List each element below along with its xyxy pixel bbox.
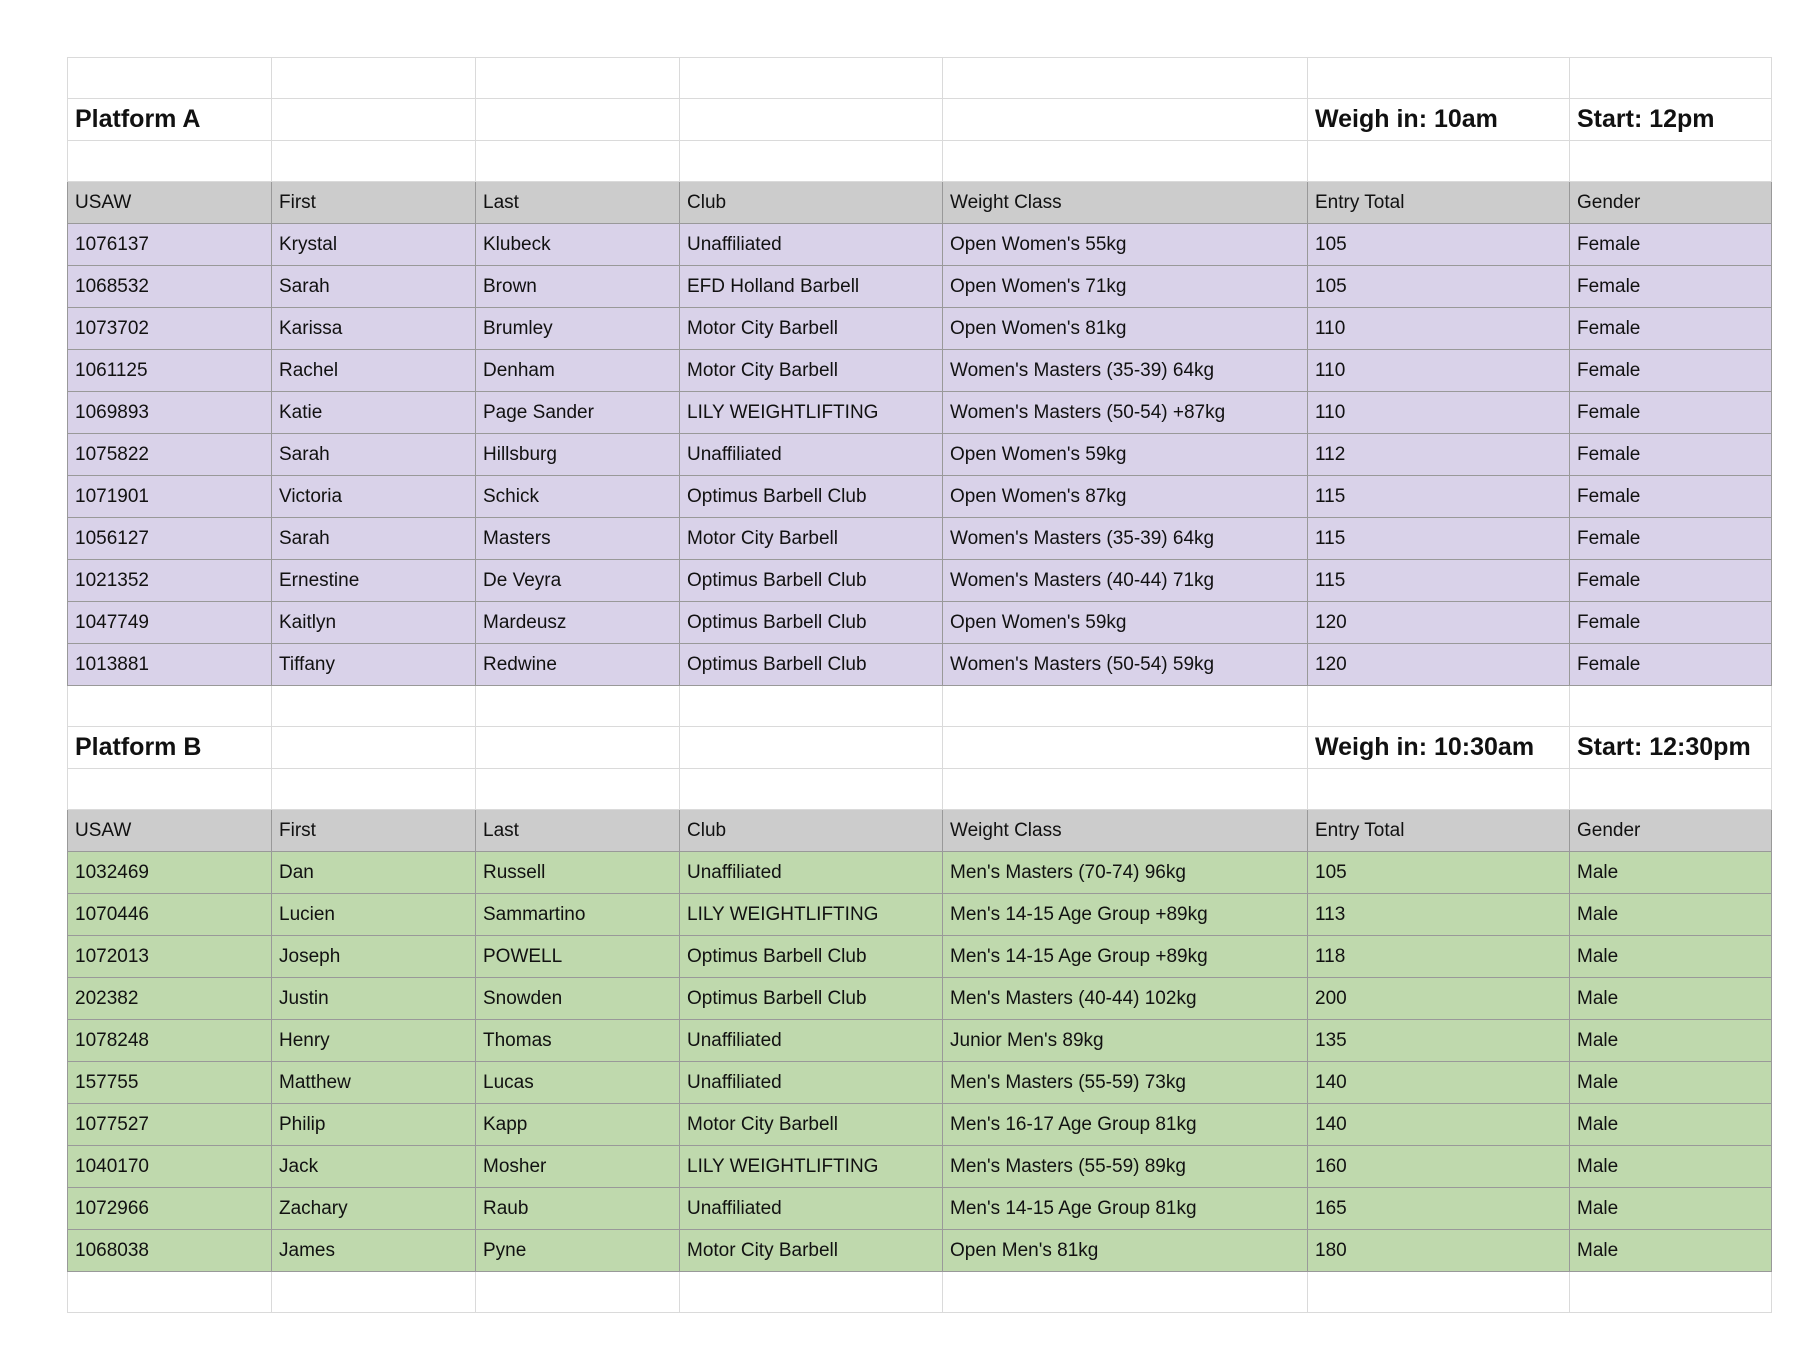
table-cell[interactable]: Female: [1570, 266, 1772, 308]
table-cell[interactable]: 110: [1308, 350, 1570, 392]
table-cell[interactable]: Thomas: [476, 1020, 680, 1062]
table-cell[interactable]: 160: [1308, 1146, 1570, 1188]
table-row: [68, 936, 1772, 978]
table-cell[interactable]: 1056127: [68, 518, 272, 560]
table-cell[interactable]: Optimus Barbell Club: [680, 560, 943, 602]
table-cell[interactable]: Men's Masters (55-59) 73kg: [943, 1062, 1308, 1104]
table-row: [68, 266, 1772, 308]
table-row: [68, 518, 1772, 560]
column-header[interactable]: Entry Total: [1308, 810, 1570, 852]
table-cell[interactable]: Open Women's 87kg: [943, 476, 1308, 518]
platform-b-start-time[interactable]: Start: 12:30pm: [1570, 727, 1772, 769]
table-cell[interactable]: 1047749: [68, 602, 272, 644]
empty-cell[interactable]: [680, 141, 943, 182]
table-cell[interactable]: 1078248: [68, 1020, 272, 1062]
table-cell[interactable]: 1032469: [68, 852, 272, 894]
platform-b-title[interactable]: Platform B: [68, 727, 272, 769]
empty-cell[interactable]: [1570, 686, 1772, 727]
table-cell[interactable]: Junior Men's 89kg: [943, 1020, 1308, 1062]
table-cell[interactable]: Sarah: [272, 434, 476, 476]
table-cell[interactable]: Women's Masters (50-54) +87kg: [943, 392, 1308, 434]
table-cell[interactable]: 115: [1308, 476, 1570, 518]
table-cell[interactable]: EFD Holland Barbell: [680, 266, 943, 308]
table-cell[interactable]: Mardeusz: [476, 602, 680, 644]
table-row: [68, 978, 1772, 1020]
table-cell[interactable]: Male: [1570, 894, 1772, 936]
table-cell[interactable]: Snowden: [476, 978, 680, 1020]
empty-cell[interactable]: [476, 727, 680, 769]
table-cell[interactable]: Female: [1570, 518, 1772, 560]
table-cell[interactable]: Open Women's 81kg: [943, 308, 1308, 350]
table-cell[interactable]: Open Men's 81kg: [943, 1230, 1308, 1272]
table-cell[interactable]: Women's Masters (35-39) 64kg: [943, 350, 1308, 392]
column-header[interactable]: Club: [680, 810, 943, 852]
table-cell[interactable]: Katie: [272, 392, 476, 434]
spreadsheet-grid: [67, 57, 1772, 1313]
empty-cell[interactable]: [943, 99, 1308, 141]
table-cell[interactable]: Female: [1570, 224, 1772, 266]
table-cell[interactable]: Zachary: [272, 1188, 476, 1230]
table-cell[interactable]: 1069893: [68, 392, 272, 434]
table-cell[interactable]: Matthew: [272, 1062, 476, 1104]
table-cell[interactable]: 120: [1308, 644, 1570, 686]
platform-a-title[interactable]: Platform A: [68, 99, 272, 141]
table-cell[interactable]: Male: [1570, 1062, 1772, 1104]
table-cell[interactable]: Female: [1570, 392, 1772, 434]
table-cell[interactable]: Motor City Barbell: [680, 308, 943, 350]
table-cell[interactable]: Optimus Barbell Club: [680, 602, 943, 644]
table-cell[interactable]: De Veyra: [476, 560, 680, 602]
table-cell[interactable]: 1040170: [68, 1146, 272, 1188]
empty-cell[interactable]: [680, 1272, 943, 1313]
table-cell[interactable]: Rachel: [272, 350, 476, 392]
table-row: [68, 1188, 1772, 1230]
column-header[interactable]: Last: [476, 182, 680, 224]
table-cell[interactable]: Men's Masters (70-74) 96kg: [943, 852, 1308, 894]
sheet-body: [68, 58, 1772, 1313]
table-cell[interactable]: Men's Masters (40-44) 102kg: [943, 978, 1308, 1020]
empty-cell[interactable]: [680, 686, 943, 727]
table-row: [68, 350, 1772, 392]
table-cell[interactable]: POWELL: [476, 936, 680, 978]
spacer-row: [68, 1272, 1772, 1313]
table-row: [68, 1146, 1772, 1188]
table-cell[interactable]: Motor City Barbell: [680, 518, 943, 560]
table-cell[interactable]: Schick: [476, 476, 680, 518]
table-cell[interactable]: Male: [1570, 978, 1772, 1020]
empty-cell[interactable]: [272, 58, 476, 99]
empty-cell[interactable]: [272, 727, 476, 769]
table-cell[interactable]: 1068038: [68, 1230, 272, 1272]
table-cell[interactable]: 110: [1308, 308, 1570, 350]
table-row: [68, 1230, 1772, 1272]
empty-cell[interactable]: [68, 686, 272, 727]
column-header[interactable]: Weight Class: [943, 182, 1308, 224]
empty-cell[interactable]: [1308, 1272, 1570, 1313]
empty-cell[interactable]: [1570, 58, 1772, 99]
table-cell[interactable]: Female: [1570, 434, 1772, 476]
table-cell[interactable]: Male: [1570, 1104, 1772, 1146]
empty-cell[interactable]: [476, 58, 680, 99]
table-cell[interactable]: 140: [1308, 1104, 1570, 1146]
table-cell[interactable]: Karissa: [272, 308, 476, 350]
empty-cell[interactable]: [680, 727, 943, 769]
table-cell[interactable]: Unaffiliated: [680, 434, 943, 476]
table-cell[interactable]: Unaffiliated: [680, 224, 943, 266]
table-cell[interactable]: 110: [1308, 392, 1570, 434]
table-cell[interactable]: Optimus Barbell Club: [680, 644, 943, 686]
empty-cell[interactable]: [680, 769, 943, 810]
table-cell[interactable]: Motor City Barbell: [680, 1230, 943, 1272]
empty-cell[interactable]: [68, 141, 272, 182]
empty-cell[interactable]: [1308, 769, 1570, 810]
column-header[interactable]: Gender: [1570, 182, 1772, 224]
table-cell[interactable]: Female: [1570, 602, 1772, 644]
table-cell[interactable]: 1061125: [68, 350, 272, 392]
table-cell[interactable]: Women's Masters (35-39) 64kg: [943, 518, 1308, 560]
table-cell[interactable]: Philip: [272, 1104, 476, 1146]
table-cell[interactable]: 1073702: [68, 308, 272, 350]
empty-cell[interactable]: [1570, 141, 1772, 182]
empty-cell[interactable]: [1308, 58, 1570, 99]
table-cell[interactable]: Sammartino: [476, 894, 680, 936]
empty-cell[interactable]: [943, 727, 1308, 769]
table-row: [68, 476, 1772, 518]
spacer-row: [68, 58, 1772, 99]
empty-cell[interactable]: [476, 141, 680, 182]
empty-cell[interactable]: [476, 1272, 680, 1313]
table-row: [68, 560, 1772, 602]
table-cell[interactable]: 105: [1308, 224, 1570, 266]
empty-cell[interactable]: [68, 58, 272, 99]
column-header[interactable]: Weight Class: [943, 810, 1308, 852]
table-cell[interactable]: Open Women's 59kg: [943, 602, 1308, 644]
table-cell[interactable]: Joseph: [272, 936, 476, 978]
table-cell[interactable]: Men's 14-15 Age Group +89kg: [943, 894, 1308, 936]
table-cell[interactable]: Krystal: [272, 224, 476, 266]
table-cell[interactable]: James: [272, 1230, 476, 1272]
table-cell[interactable]: 165: [1308, 1188, 1570, 1230]
table-cell[interactable]: Lucien: [272, 894, 476, 936]
table-cell[interactable]: Pyne: [476, 1230, 680, 1272]
table-cell[interactable]: Women's Masters (40-44) 71kg: [943, 560, 1308, 602]
table-row: [68, 224, 1772, 266]
empty-cell[interactable]: [943, 58, 1308, 99]
table-cell[interactable]: Male: [1570, 1188, 1772, 1230]
table-cell[interactable]: Male: [1570, 1146, 1772, 1188]
table-row: [68, 1062, 1772, 1104]
column-header[interactable]: USAW: [68, 810, 272, 852]
table-cell[interactable]: Russell: [476, 852, 680, 894]
table-cell[interactable]: Open Women's 59kg: [943, 434, 1308, 476]
table-cell[interactable]: Motor City Barbell: [680, 350, 943, 392]
spacer-row: [68, 769, 1772, 810]
table-cell[interactable]: 105: [1308, 266, 1570, 308]
table-cell[interactable]: Kaitlyn: [272, 602, 476, 644]
table-row: [68, 894, 1772, 936]
table-cell[interactable]: Kapp: [476, 1104, 680, 1146]
table-cell[interactable]: Hillsburg: [476, 434, 680, 476]
table-cell[interactable]: Men's 14-15 Age Group 81kg: [943, 1188, 1308, 1230]
table-cell[interactable]: Unaffiliated: [680, 1062, 943, 1104]
empty-cell[interactable]: [476, 99, 680, 141]
table-cell[interactable]: Tiffany: [272, 644, 476, 686]
table-cell[interactable]: Open Women's 71kg: [943, 266, 1308, 308]
table-cell[interactable]: 1068532: [68, 266, 272, 308]
table-cell[interactable]: Optimus Barbell Club: [680, 936, 943, 978]
empty-cell[interactable]: [272, 141, 476, 182]
empty-cell[interactable]: [1570, 1272, 1772, 1313]
table-row: [68, 644, 1772, 686]
table-cell[interactable]: Unaffiliated: [680, 852, 943, 894]
table-cell[interactable]: Sarah: [272, 518, 476, 560]
empty-cell[interactable]: [68, 1272, 272, 1313]
platform-a-weigh-in[interactable]: Weigh in: 10am: [1308, 99, 1570, 141]
table-cell[interactable]: 1070446: [68, 894, 272, 936]
column-header[interactable]: USAW: [68, 182, 272, 224]
table-cell[interactable]: 1076137: [68, 224, 272, 266]
table-row: [68, 392, 1772, 434]
table-cell[interactable]: Klubeck: [476, 224, 680, 266]
table-cell[interactable]: Male: [1570, 1230, 1772, 1272]
empty-cell[interactable]: [272, 99, 476, 141]
table-cell[interactable]: Jack: [272, 1146, 476, 1188]
table-cell[interactable]: Optimus Barbell Club: [680, 476, 943, 518]
table-cell[interactable]: 1072966: [68, 1188, 272, 1230]
table-cell[interactable]: LILY WEIGHTLIFTING: [680, 1146, 943, 1188]
empty-cell[interactable]: [1308, 141, 1570, 182]
empty-cell[interactable]: [943, 686, 1308, 727]
platform-b-weigh-in[interactable]: Weigh in: 10:30am: [1308, 727, 1570, 769]
table-cell[interactable]: Female: [1570, 350, 1772, 392]
empty-cell[interactable]: [476, 769, 680, 810]
table-cell[interactable]: Brown: [476, 266, 680, 308]
empty-cell[interactable]: [943, 769, 1308, 810]
empty-cell[interactable]: [476, 686, 680, 727]
table-cell[interactable]: 135: [1308, 1020, 1570, 1062]
table-cell[interactable]: 202382: [68, 978, 272, 1020]
column-header[interactable]: Club: [680, 182, 943, 224]
table-cell[interactable]: 118: [1308, 936, 1570, 978]
table-cell[interactable]: Brumley: [476, 308, 680, 350]
platform-a-title-row: [68, 99, 1772, 141]
table-cell[interactable]: Victoria: [272, 476, 476, 518]
table-cell[interactable]: 200: [1308, 978, 1570, 1020]
table-row: [68, 308, 1772, 350]
empty-cell[interactable]: [272, 1272, 476, 1313]
table-row: [68, 852, 1772, 894]
empty-cell[interactable]: [680, 58, 943, 99]
table-cell[interactable]: Optimus Barbell Club: [680, 978, 943, 1020]
table-cell[interactable]: Dan: [272, 852, 476, 894]
table-cell[interactable]: 1077527: [68, 1104, 272, 1146]
table-cell[interactable]: Ernestine: [272, 560, 476, 602]
table-row: [68, 1104, 1772, 1146]
table-cell[interactable]: 115: [1308, 518, 1570, 560]
table-cell[interactable]: Mosher: [476, 1146, 680, 1188]
table-cell[interactable]: Women's Masters (50-54) 59kg: [943, 644, 1308, 686]
table-cell[interactable]: Female: [1570, 560, 1772, 602]
table-cell[interactable]: Female: [1570, 644, 1772, 686]
table-cell[interactable]: 180: [1308, 1230, 1570, 1272]
empty-cell[interactable]: [272, 769, 476, 810]
table-cell[interactable]: 1013881: [68, 644, 272, 686]
table-cell[interactable]: Masters: [476, 518, 680, 560]
empty-cell[interactable]: [943, 141, 1308, 182]
table-row: [68, 434, 1772, 476]
table-row: [68, 602, 1772, 644]
table-cell[interactable]: Male: [1570, 1020, 1772, 1062]
table-cell[interactable]: Redwine: [476, 644, 680, 686]
table-cell[interactable]: Motor City Barbell: [680, 1104, 943, 1146]
table-cell[interactable]: 112: [1308, 434, 1570, 476]
platform-a-header-row: [68, 182, 1772, 224]
table-cell[interactable]: Female: [1570, 476, 1772, 518]
table-cell[interactable]: LILY WEIGHTLIFTING: [680, 894, 943, 936]
table-cell[interactable]: Denham: [476, 350, 680, 392]
table-cell[interactable]: Open Women's 55kg: [943, 224, 1308, 266]
column-header[interactable]: First: [272, 810, 476, 852]
platform-a-start-time[interactable]: Start: 12pm: [1570, 99, 1772, 141]
table-cell[interactable]: 1075822: [68, 434, 272, 476]
column-header[interactable]: First: [272, 182, 476, 224]
table-cell[interactable]: 140: [1308, 1062, 1570, 1104]
table-cell[interactable]: Sarah: [272, 266, 476, 308]
table-cell[interactable]: 115: [1308, 560, 1570, 602]
empty-cell[interactable]: [1570, 769, 1772, 810]
table-cell[interactable]: 1072013: [68, 936, 272, 978]
table-cell[interactable]: Justin: [272, 978, 476, 1020]
empty-cell[interactable]: [1308, 686, 1570, 727]
column-header[interactable]: Entry Total: [1308, 182, 1570, 224]
table-cell[interactable]: Male: [1570, 936, 1772, 978]
column-header[interactable]: Last: [476, 810, 680, 852]
table-cell[interactable]: Men's Masters (55-59) 89kg: [943, 1146, 1308, 1188]
table-cell[interactable]: Henry: [272, 1020, 476, 1062]
table-row: [68, 1020, 1772, 1062]
empty-cell[interactable]: [68, 769, 272, 810]
table-cell[interactable]: 113: [1308, 894, 1570, 936]
spacer-row: [68, 141, 1772, 182]
table-cell[interactable]: Unaffiliated: [680, 1188, 943, 1230]
table-cell[interactable]: 1021352: [68, 560, 272, 602]
spacer-row: [68, 686, 1772, 727]
table-cell[interactable]: LILY WEIGHTLIFTING: [680, 392, 943, 434]
table-cell[interactable]: Unaffiliated: [680, 1020, 943, 1062]
platform-b-header-row: [68, 810, 1772, 852]
empty-cell[interactable]: [272, 686, 476, 727]
table-cell[interactable]: Lucas: [476, 1062, 680, 1104]
platform-b-title-row: [68, 727, 1772, 769]
table-cell[interactable]: 120: [1308, 602, 1570, 644]
table-cell[interactable]: 105: [1308, 852, 1570, 894]
table-cell[interactable]: Page Sander: [476, 392, 680, 434]
table-cell[interactable]: 157755: [68, 1062, 272, 1104]
table-cell[interactable]: Raub: [476, 1188, 680, 1230]
table-cell[interactable]: Male: [1570, 852, 1772, 894]
table-cell[interactable]: 1071901: [68, 476, 272, 518]
column-header[interactable]: Gender: [1570, 810, 1772, 852]
table-cell[interactable]: Female: [1570, 308, 1772, 350]
empty-cell[interactable]: [680, 99, 943, 141]
table-cell[interactable]: Men's 16-17 Age Group 81kg: [943, 1104, 1308, 1146]
table-cell[interactable]: Men's 14-15 Age Group +89kg: [943, 936, 1308, 978]
empty-cell[interactable]: [943, 1272, 1308, 1313]
